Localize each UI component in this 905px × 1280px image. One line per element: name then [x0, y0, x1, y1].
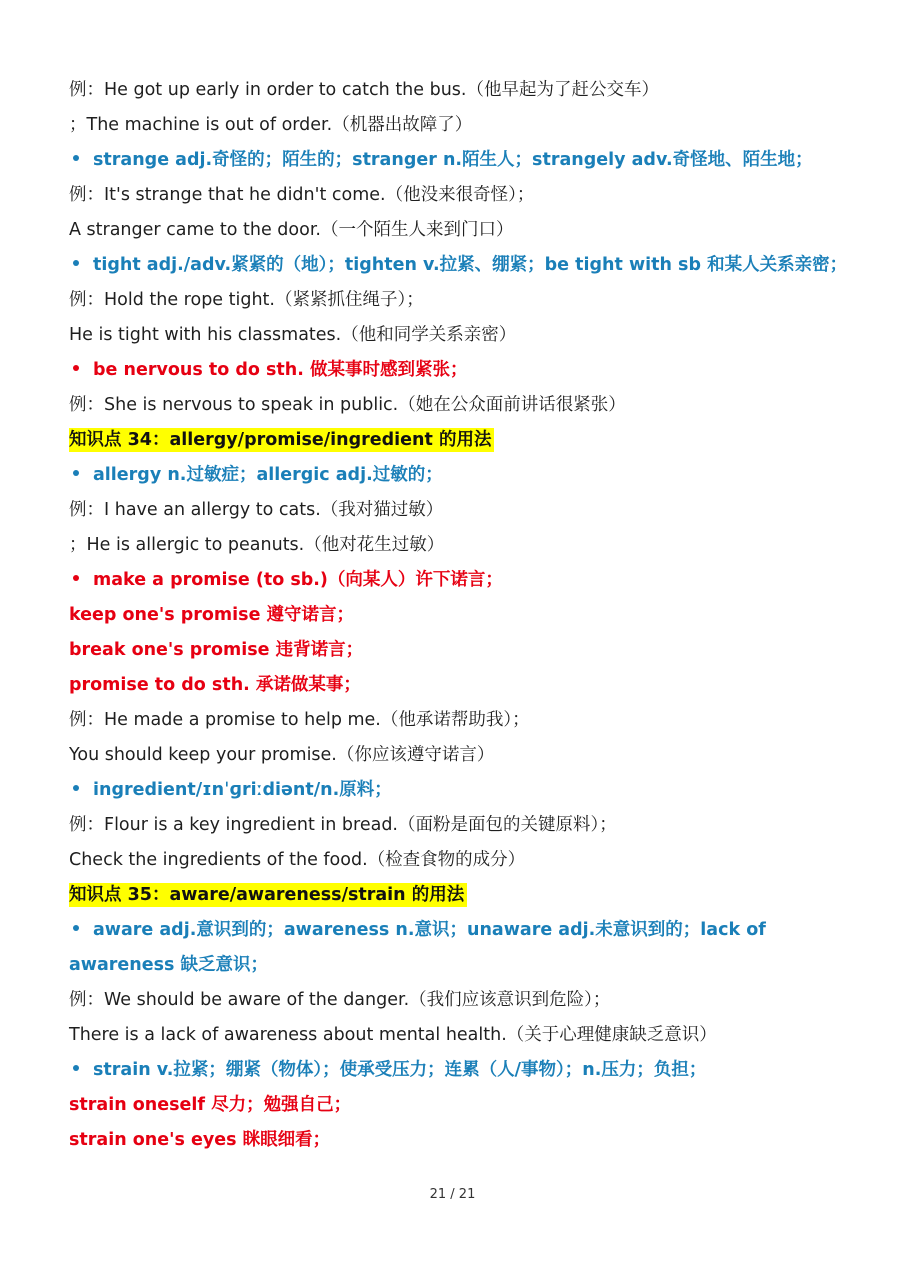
vocab-bullet-line — [69, 1053, 849, 1088]
line-text: strain one's eyes 眯眼细看； — [69, 1130, 331, 1150]
line-text: ingredient/ɪnˈɡriːdiənt/n.原料； — [93, 780, 392, 800]
heading-text: 知识点 35：aware/awareness/strain 的用法 — [69, 883, 467, 907]
example-line — [69, 73, 849, 108]
line-text: ；He is allergic to peanuts.（他对花生过敏） — [69, 535, 445, 555]
bullet-icon — [73, 773, 83, 808]
page-number: 21 / 21 — [429, 1187, 476, 1202]
example-line — [69, 213, 849, 248]
line-text: 例：He made a promise to help me.（他承诺帮助我）； — [69, 710, 530, 730]
example-line — [69, 178, 849, 213]
phrase-line — [69, 1123, 849, 1158]
line-text: A stranger came to the door.（一个陌生人来到门口） — [69, 220, 514, 240]
line-text: 例：He got up early in order to catch the bus.（他早起为了赶公交车） — [69, 80, 659, 100]
line-text: make a promise (to sb.)（向某人）许下诺言； — [93, 570, 503, 590]
line-text: tight adj./adv.紧紧的（地）；tighten v.拉紧、绷紧；be tight with sb 和某人关系亲密； — [93, 255, 848, 275]
line-text: There is a lack of awareness about mental health.（关于心理健康缺乏意识） — [69, 1025, 717, 1045]
line-text: allergy n.过敏症；allergic adj.过敏的； — [93, 465, 443, 485]
line-text: 例：She is nervous to speak in public.（她在公众面前讲话很紧张） — [69, 395, 626, 415]
heading-text: 知识点 34：allergy/promise/ingredient 的用法 — [69, 428, 494, 452]
example-line — [69, 318, 849, 353]
document-body — [69, 73, 849, 1158]
phrase-line — [69, 1088, 849, 1123]
example-line — [69, 1018, 849, 1053]
bullet-icon — [73, 143, 83, 178]
line-text: Check the ingredients of the food.（检查食物的成分） — [69, 850, 526, 870]
line-text: 例：We should be aware of the danger.（我们应该意识到危险）； — [69, 990, 611, 1010]
line-text: 例：It's strange that he didn't come.（他没来很奇怪）； — [69, 185, 535, 205]
example-line — [69, 283, 849, 318]
example-line — [69, 983, 849, 1018]
phrase-line — [69, 598, 849, 633]
line-text: ；The machine is out of order.（机器出故障了） — [69, 115, 473, 135]
bullet-icon — [73, 458, 83, 493]
line-text: 例：Flour is a key ingredient in bread.（面粉是面包的关键原料）； — [69, 815, 617, 835]
line-text: strain oneself 尽力；勉强自己； — [69, 1095, 352, 1115]
section-heading — [69, 878, 849, 913]
line-text: strain v.拉紧；绷紧（物体）；使承受压力；连累（人/事物）；n.压力；负担； — [93, 1060, 707, 1080]
example-line — [69, 703, 849, 738]
vocab-bullet-line — [69, 773, 849, 808]
example-line — [69, 108, 849, 143]
bullet-icon — [73, 913, 83, 948]
bullet-icon — [73, 353, 83, 388]
line-text: strange adj.奇怪的；陌生的；stranger n.陌生人；strangely adv.奇怪地、陌生地； — [93, 150, 813, 170]
line-text: You should keep your promise.（你应该遵守诺言） — [69, 745, 495, 765]
bullet-icon — [73, 563, 83, 598]
example-line — [69, 843, 849, 878]
line-text: He is tight with his classmates.（他和同学关系亲密） — [69, 325, 517, 345]
line-text: be nervous to do sth. 做某事时感到紧张； — [93, 360, 468, 380]
example-line — [69, 493, 849, 528]
example-line — [69, 528, 849, 563]
line-text: aware adj.意识到的；awareness n.意识；unaware adj.未意识到的；lack of awareness 缺乏意识； — [69, 920, 766, 975]
bullet-icon — [73, 1053, 83, 1088]
section-heading — [69, 423, 849, 458]
example-line — [69, 808, 849, 843]
phrase-bullet-line — [69, 353, 849, 388]
vocab-bullet-line — [69, 143, 849, 178]
phrase-line — [69, 668, 849, 703]
line-text: 例：Hold the rope tight.（紧紧抓住绳子）； — [69, 290, 424, 310]
phrase-bullet-line — [69, 563, 849, 598]
vocab-bullet-line — [69, 458, 849, 493]
example-line — [69, 388, 849, 423]
phrase-line — [69, 633, 849, 668]
vocab-bullet-line — [69, 248, 849, 283]
line-text: keep one's promise 遵守诺言； — [69, 605, 355, 625]
vocab-bullet-line — [69, 913, 849, 983]
bullet-icon — [73, 248, 83, 283]
line-text: break one's promise 违背诺言； — [69, 640, 364, 660]
example-line — [69, 738, 849, 773]
line-text: 例：I have an allergy to cats.（我对猫过敏） — [69, 500, 444, 520]
line-text: promise to do sth. 承诺做某事； — [69, 675, 361, 695]
